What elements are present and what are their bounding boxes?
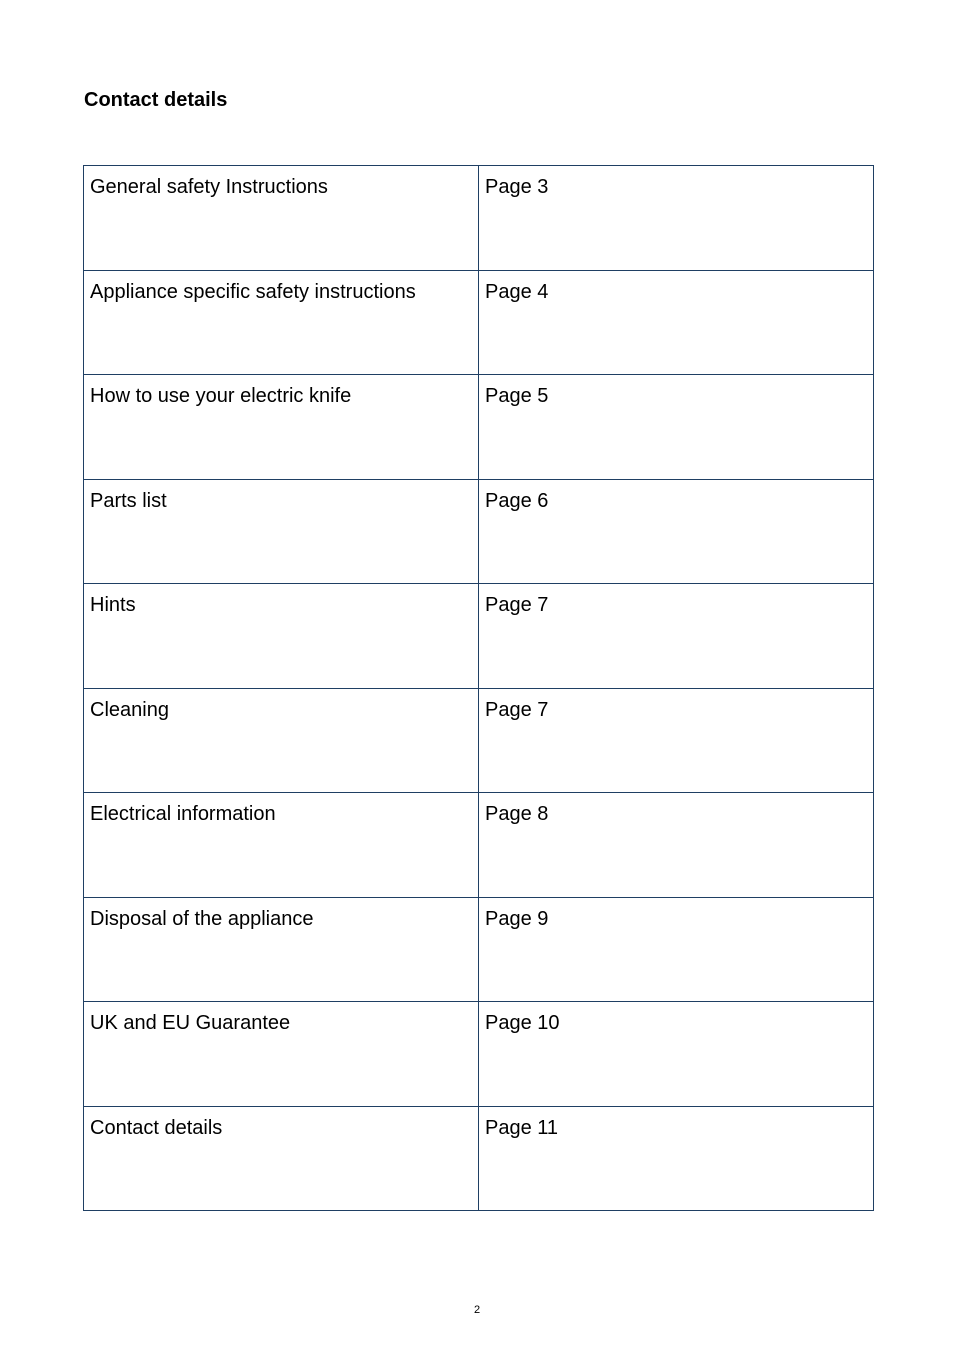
table-row	[84, 688, 874, 793]
table-row	[84, 270, 874, 375]
toc-page-cell: Page 4	[479, 270, 874, 375]
page-number: 2	[473, 1304, 481, 1316]
toc-section-cell: Electrical information	[84, 793, 479, 898]
table-row	[84, 1106, 874, 1211]
toc-page-cell: Page 7	[479, 688, 874, 793]
table-row	[84, 897, 874, 1002]
toc-section-cell: Hints	[84, 584, 479, 689]
toc-section-cell: Cleaning	[84, 688, 479, 793]
page-title: Contact details	[84, 89, 228, 111]
toc-page-cell: Page 11	[479, 1106, 874, 1211]
toc-page-cell: Page 7	[479, 584, 874, 689]
table-row	[84, 375, 874, 480]
toc-page-cell: Page 5	[479, 375, 874, 480]
toc-section-cell: UK and EU Guarantee	[84, 1002, 479, 1107]
toc-section-cell: Parts list	[84, 479, 479, 584]
table-row	[84, 1002, 874, 1107]
toc-page-cell: Page 10	[479, 1002, 874, 1107]
toc-section-cell: General safety Instructions	[84, 166, 479, 271]
table-row	[84, 479, 874, 584]
table-of-contents	[83, 165, 874, 1211]
toc-section-cell: How to use your electric knife	[84, 375, 479, 480]
toc-section-cell: Contact details	[84, 1106, 479, 1211]
toc-page-cell: Page 9	[479, 897, 874, 1002]
toc-section-cell: Appliance specific safety instructions	[84, 270, 479, 375]
table-row	[84, 584, 874, 689]
toc-page-cell: Page 6	[479, 479, 874, 584]
toc-section-cell: Disposal of the appliance	[84, 897, 479, 1002]
toc-page-cell: Page 3	[479, 166, 874, 271]
table-row	[84, 166, 874, 271]
toc-page-cell: Page 8	[479, 793, 874, 898]
table-row	[84, 793, 874, 898]
